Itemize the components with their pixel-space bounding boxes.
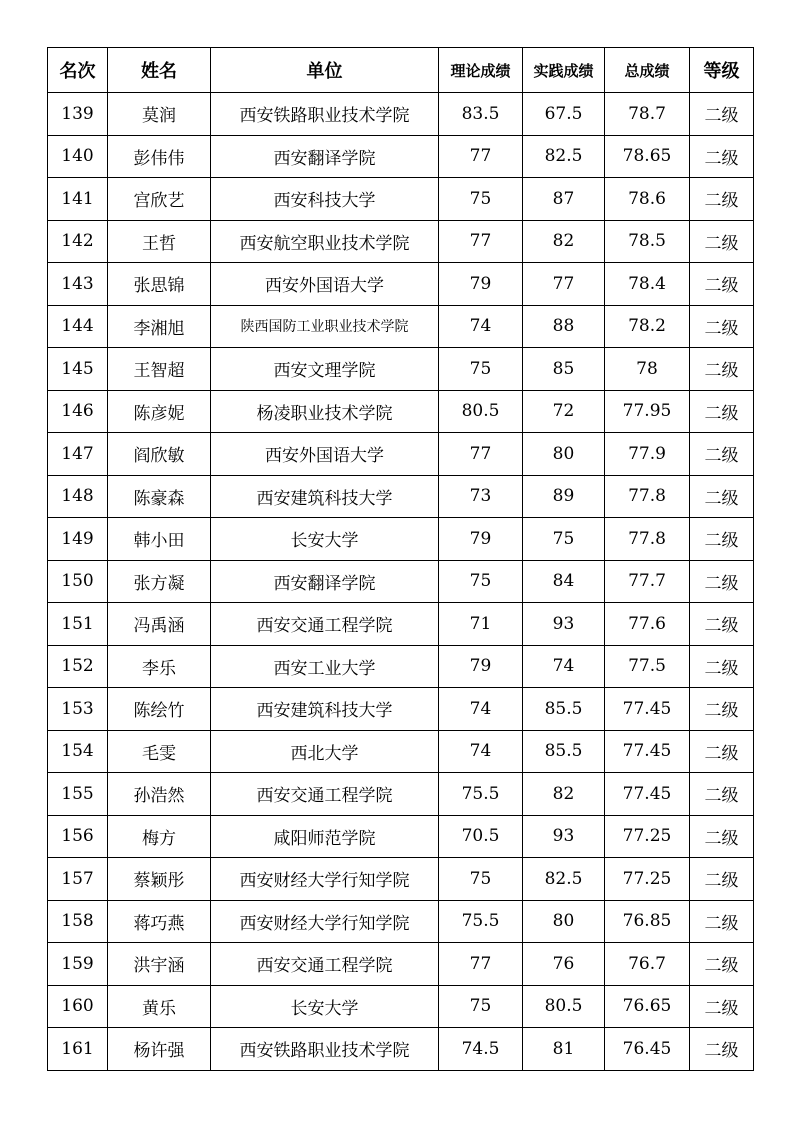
cell-unit: 西安翻译学院 <box>211 135 439 178</box>
cell-name: 冯禹涵 <box>108 603 211 646</box>
table-row <box>48 943 754 986</box>
cell-total: 78.7 <box>605 93 690 136</box>
cell-unit: 西安铁路职业技术学院 <box>211 1028 439 1071</box>
cell-theory: 74.5 <box>439 1028 523 1071</box>
cell-practice: 93 <box>523 815 605 858</box>
cell-unit: 西安文理学院 <box>211 348 439 391</box>
cell-theory: 75 <box>439 178 523 221</box>
cell-total: 77.25 <box>605 815 690 858</box>
cell-practice: 82 <box>523 220 605 263</box>
cell-name: 孙浩然 <box>108 773 211 816</box>
cell-theory: 75 <box>439 348 523 391</box>
header-unit: 单位 <box>211 48 439 93</box>
cell-theory: 77 <box>439 433 523 476</box>
table-row <box>48 645 754 688</box>
cell-total: 77.9 <box>605 433 690 476</box>
cell-rank: 158 <box>48 900 108 943</box>
cell-unit: 西北大学 <box>211 730 439 773</box>
cell-grade: 二级 <box>690 93 754 136</box>
cell-practice: 85.5 <box>523 730 605 773</box>
cell-name: 张方凝 <box>108 560 211 603</box>
cell-unit: 西安铁路职业技术学院 <box>211 93 439 136</box>
cell-total: 77.45 <box>605 688 690 731</box>
table-row <box>48 390 754 433</box>
cell-rank: 141 <box>48 178 108 221</box>
cell-rank: 145 <box>48 348 108 391</box>
cell-rank: 155 <box>48 773 108 816</box>
cell-name: 彭伟伟 <box>108 135 211 178</box>
table-row <box>48 348 754 391</box>
cell-practice: 81 <box>523 1028 605 1071</box>
cell-rank: 152 <box>48 645 108 688</box>
cell-total: 77.8 <box>605 518 690 561</box>
cell-rank: 139 <box>48 93 108 136</box>
cell-grade: 二级 <box>690 220 754 263</box>
header-total: 总成绩 <box>605 48 690 93</box>
cell-total: 76.65 <box>605 985 690 1028</box>
cell-name: 黄乐 <box>108 985 211 1028</box>
cell-rank: 148 <box>48 475 108 518</box>
cell-grade: 二级 <box>690 475 754 518</box>
header-theory: 理论成绩 <box>439 48 523 93</box>
cell-total: 76.7 <box>605 943 690 986</box>
cell-practice: 88 <box>523 305 605 348</box>
cell-rank: 159 <box>48 943 108 986</box>
table-row <box>48 773 754 816</box>
table-body <box>48 93 754 1071</box>
cell-theory: 75 <box>439 858 523 901</box>
cell-grade: 二级 <box>690 518 754 561</box>
cell-grade: 二级 <box>690 135 754 178</box>
cell-rank: 154 <box>48 730 108 773</box>
cell-grade: 二级 <box>690 858 754 901</box>
cell-theory: 75.5 <box>439 900 523 943</box>
cell-unit: 陕西国防工业职业技术学院 <box>211 305 439 348</box>
cell-total: 78.6 <box>605 178 690 221</box>
cell-grade: 二级 <box>690 178 754 221</box>
cell-total: 77.8 <box>605 475 690 518</box>
cell-grade: 二级 <box>690 263 754 306</box>
cell-rank: 142 <box>48 220 108 263</box>
cell-practice: 80 <box>523 433 605 476</box>
cell-unit: 西安外国语大学 <box>211 263 439 306</box>
cell-grade: 二级 <box>690 815 754 858</box>
cell-rank: 160 <box>48 985 108 1028</box>
cell-grade: 二级 <box>690 305 754 348</box>
cell-rank: 156 <box>48 815 108 858</box>
cell-name: 陈绘竹 <box>108 688 211 731</box>
cell-name: 宫欣艺 <box>108 178 211 221</box>
cell-practice: 77 <box>523 263 605 306</box>
table-row <box>48 305 754 348</box>
cell-rank: 147 <box>48 433 108 476</box>
cell-unit: 西安交通工程学院 <box>211 773 439 816</box>
cell-grade: 二级 <box>690 433 754 476</box>
table-row <box>48 985 754 1028</box>
cell-practice: 85.5 <box>523 688 605 731</box>
cell-practice: 84 <box>523 560 605 603</box>
table-row <box>48 475 754 518</box>
table-row <box>48 603 754 646</box>
cell-name: 韩小田 <box>108 518 211 561</box>
cell-unit: 西安外国语大学 <box>211 433 439 476</box>
cell-unit: 西安建筑科技大学 <box>211 688 439 731</box>
cell-theory: 74 <box>439 305 523 348</box>
cell-practice: 74 <box>523 645 605 688</box>
cell-theory: 79 <box>439 645 523 688</box>
table-row <box>48 858 754 901</box>
cell-unit: 杨凌职业技术学院 <box>211 390 439 433</box>
cell-total: 76.85 <box>605 900 690 943</box>
cell-grade: 二级 <box>690 730 754 773</box>
cell-name: 蒋巧燕 <box>108 900 211 943</box>
cell-grade: 二级 <box>690 943 754 986</box>
header-grade: 等级 <box>690 48 754 93</box>
table-row <box>48 178 754 221</box>
cell-unit: 咸阳师范学院 <box>211 815 439 858</box>
cell-practice: 85 <box>523 348 605 391</box>
cell-total: 77.7 <box>605 560 690 603</box>
cell-grade: 二级 <box>690 1028 754 1071</box>
table-row <box>48 688 754 731</box>
table-row <box>48 263 754 306</box>
cell-name: 张思锦 <box>108 263 211 306</box>
table-row <box>48 433 754 476</box>
cell-total: 78.5 <box>605 220 690 263</box>
header-name: 姓名 <box>108 48 211 93</box>
cell-unit: 西安财经大学行知学院 <box>211 900 439 943</box>
cell-rank: 143 <box>48 263 108 306</box>
table-row <box>48 560 754 603</box>
cell-rank: 140 <box>48 135 108 178</box>
cell-grade: 二级 <box>690 985 754 1028</box>
cell-theory: 79 <box>439 263 523 306</box>
cell-name: 王哲 <box>108 220 211 263</box>
cell-unit: 西安航空职业技术学院 <box>211 220 439 263</box>
cell-name: 王智超 <box>108 348 211 391</box>
cell-theory: 77 <box>439 943 523 986</box>
cell-practice: 72 <box>523 390 605 433</box>
cell-rank: 151 <box>48 603 108 646</box>
cell-name: 毛雯 <box>108 730 211 773</box>
table-row <box>48 518 754 561</box>
cell-name: 李湘旭 <box>108 305 211 348</box>
cell-theory: 71 <box>439 603 523 646</box>
cell-name: 杨许强 <box>108 1028 211 1071</box>
cell-name: 陈彦妮 <box>108 390 211 433</box>
table-row <box>48 1028 754 1071</box>
cell-practice: 87 <box>523 178 605 221</box>
table-row <box>48 900 754 943</box>
cell-theory: 70.5 <box>439 815 523 858</box>
results-table <box>47 47 754 1071</box>
header-rank: 名次 <box>48 48 108 93</box>
cell-rank: 144 <box>48 305 108 348</box>
cell-theory: 83.5 <box>439 93 523 136</box>
cell-name: 阎欣敏 <box>108 433 211 476</box>
cell-rank: 150 <box>48 560 108 603</box>
cell-theory: 80.5 <box>439 390 523 433</box>
cell-rank: 146 <box>48 390 108 433</box>
cell-theory: 77 <box>439 135 523 178</box>
table-row <box>48 220 754 263</box>
cell-theory: 75 <box>439 560 523 603</box>
cell-unit: 西安翻译学院 <box>211 560 439 603</box>
cell-total: 78.4 <box>605 263 690 306</box>
cell-rank: 153 <box>48 688 108 731</box>
cell-unit: 西安科技大学 <box>211 178 439 221</box>
cell-theory: 74 <box>439 688 523 731</box>
cell-name: 蔡颖彤 <box>108 858 211 901</box>
cell-name: 陈豪森 <box>108 475 211 518</box>
cell-unit: 西安交通工程学院 <box>211 943 439 986</box>
cell-grade: 二级 <box>690 390 754 433</box>
cell-total: 76.45 <box>605 1028 690 1071</box>
cell-theory: 73 <box>439 475 523 518</box>
cell-grade: 二级 <box>690 560 754 603</box>
cell-grade: 二级 <box>690 645 754 688</box>
cell-name: 梅方 <box>108 815 211 858</box>
table-row <box>48 815 754 858</box>
cell-practice: 76 <box>523 943 605 986</box>
cell-grade: 二级 <box>690 900 754 943</box>
cell-theory: 74 <box>439 730 523 773</box>
cell-grade: 二级 <box>690 688 754 731</box>
cell-theory: 75 <box>439 985 523 1028</box>
cell-total: 78 <box>605 348 690 391</box>
cell-unit: 西安建筑科技大学 <box>211 475 439 518</box>
cell-practice: 67.5 <box>523 93 605 136</box>
cell-rank: 157 <box>48 858 108 901</box>
cell-theory: 75.5 <box>439 773 523 816</box>
table-row <box>48 135 754 178</box>
cell-practice: 80.5 <box>523 985 605 1028</box>
cell-practice: 82 <box>523 773 605 816</box>
cell-unit: 西安财经大学行知学院 <box>211 858 439 901</box>
cell-practice: 89 <box>523 475 605 518</box>
cell-theory: 79 <box>439 518 523 561</box>
cell-practice: 93 <box>523 603 605 646</box>
cell-total: 78.65 <box>605 135 690 178</box>
header-practice: 实践成绩 <box>523 48 605 93</box>
table-row <box>48 730 754 773</box>
cell-theory: 77 <box>439 220 523 263</box>
cell-unit: 西安工业大学 <box>211 645 439 688</box>
cell-unit: 西安交通工程学院 <box>211 603 439 646</box>
cell-grade: 二级 <box>690 773 754 816</box>
cell-unit: 长安大学 <box>211 518 439 561</box>
cell-total: 77.25 <box>605 858 690 901</box>
cell-name: 洪宇涵 <box>108 943 211 986</box>
cell-total: 77.5 <box>605 645 690 688</box>
cell-practice: 75 <box>523 518 605 561</box>
cell-name: 莫润 <box>108 93 211 136</box>
cell-total: 77.6 <box>605 603 690 646</box>
cell-total: 77.45 <box>605 773 690 816</box>
cell-rank: 161 <box>48 1028 108 1071</box>
cell-unit: 长安大学 <box>211 985 439 1028</box>
table-row <box>48 93 754 136</box>
cell-grade: 二级 <box>690 348 754 391</box>
cell-total: 78.2 <box>605 305 690 348</box>
cell-practice: 82.5 <box>523 135 605 178</box>
cell-practice: 80 <box>523 900 605 943</box>
cell-practice: 82.5 <box>523 858 605 901</box>
cell-total: 77.45 <box>605 730 690 773</box>
cell-rank: 149 <box>48 518 108 561</box>
cell-total: 77.95 <box>605 390 690 433</box>
header-row <box>48 48 754 93</box>
cell-grade: 二级 <box>690 603 754 646</box>
cell-name: 李乐 <box>108 645 211 688</box>
